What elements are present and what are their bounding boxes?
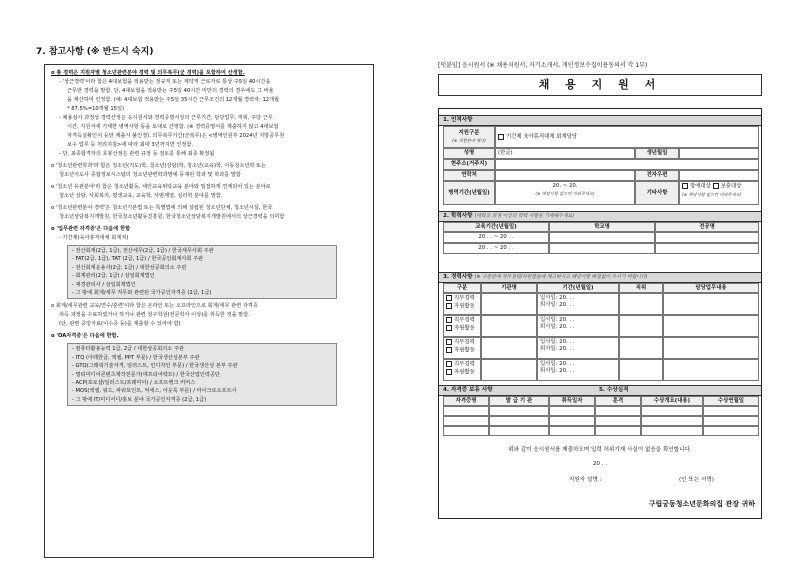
note-line: - 채용심사 과정상 경력산정은 응시원서와 경력증명서상의 근무기간, 담당업무, 직위, 주당 근무 — [59, 115, 273, 121]
edu-row-major[interactable] — [655, 232, 759, 243]
career-header-org: 기관명 — [481, 283, 537, 293]
career-type-label: 직무경력 — [454, 317, 475, 324]
email-field[interactable] — [679, 170, 759, 181]
etc-field[interactable]: 장애대상 보훈대상 (※ 해당사항 없으면 비워주세요) — [679, 181, 759, 205]
checkbox-icon[interactable] — [682, 183, 688, 189]
cert-line: - 컴퓨터활용능력 1급, 2급 / 대한상공회의소 주관 — [72, 346, 184, 353]
applicant-name: 지원자 성명 : — [569, 477, 602, 483]
signature-placeholder: (인 또는 서명) — [679, 477, 714, 483]
application-form — [438, 108, 762, 519]
career-cell-org[interactable] — [481, 315, 537, 337]
cert-date-cell[interactable] — [549, 426, 595, 436]
career-cell-type[interactable] — [443, 359, 481, 381]
military-label: 병역기간(년월일) — [443, 181, 495, 205]
award-summary-cell[interactable] — [641, 406, 703, 416]
section-education: 2. 학력사항 (대학교 과정 이상의 학력 사항을 기재해주세요) — [439, 211, 761, 222]
career-date: 퇴사일: 20. . . — [540, 368, 575, 374]
career-header-duties: 담당업무내용 — [663, 283, 759, 293]
notes-list-1 — [51, 69, 367, 243]
birth-label: 생년월일 — [635, 148, 679, 159]
cert-line: - 그 밖에 회계/세무 직무와 관련된 국가공인자격증 (2급, 1급) — [72, 290, 212, 297]
career-cell-pos[interactable] — [619, 315, 663, 337]
career-cell-type[interactable] — [443, 293, 481, 315]
award-header-date: 수상연월일 — [703, 396, 759, 406]
cert-line: - 회계관리(2급, 1급) / 삼일회계법인 — [72, 273, 155, 280]
edu-header-major: 전공명 — [655, 222, 759, 232]
award-date-cell[interactable] — [703, 416, 759, 426]
note-line: * 87.5%=10개월 15일) — [67, 106, 124, 112]
cert-name-cell[interactable] — [443, 406, 489, 416]
note-line: 시간, 지원서에 기재한 병역사항 등을 토대로 산정함. (※ 경력증명서를 제출하지 않고 4대보험 — [67, 124, 279, 130]
edu-row-major[interactable] — [655, 243, 759, 254]
career-cell-type[interactable] — [443, 337, 481, 359]
checkbox-icon[interactable] — [446, 339, 452, 345]
section-cert-award: 4. 자격증 보유 사항 5. 수상실적 — [439, 385, 761, 396]
career-type-label: 자원활동 — [454, 303, 475, 309]
address-label: 현주소(거주지) — [443, 159, 495, 170]
phone-label: 연락처 — [443, 170, 495, 181]
attachment-note: [덧붙임] 응시원서 (※ 채용지원서, 자기소개서, 개인정보수집이용동의서 각 1부) — [438, 62, 648, 69]
cert-line: - 멀티미디어콘텐츠제작전문가(에프티어텍트) / 한국산업인력공단 — [72, 371, 220, 378]
edu-header-school: 학교명 — [549, 222, 655, 232]
career-date: 입사일: 20. . . — [540, 339, 575, 345]
note-line: o 회계/세무관련 교육/연수/훈련'이라 함은 온라인 또는 오프라인으로 회계/세무 관련 자격증 — [51, 303, 258, 310]
section-career: 3. 경력사항 (※ 구분란에 직무경력/자원활동에 체크하시고 해당사항 빠짐없이 주시기 바랍니다) — [439, 272, 761, 283]
cert-line: - 그 밖에 IT/미디어디/홍보 분야 국가공인자격증 (2급, 1급) — [72, 396, 207, 403]
career-date: 입사일: 20. . . — [540, 317, 575, 323]
career-header-position: 직위 — [619, 283, 663, 293]
cert-header-name: 자격증명 — [443, 396, 489, 406]
award-header-grade: 훈격 — [595, 396, 641, 406]
checkbox-icon[interactable] — [446, 361, 452, 367]
career-cell-type[interactable] — [443, 315, 481, 337]
section-personal: 1. 인적사항 — [439, 115, 761, 126]
phone-field[interactable] — [495, 170, 635, 181]
career-cell-org[interactable] — [481, 293, 537, 315]
note-line: o 'OA자격증'은 다음에 한함. — [51, 333, 119, 340]
checkbox-icon[interactable] — [498, 134, 504, 140]
edu-row-period[interactable]: 20 . . ~ 20 . . — [443, 232, 549, 243]
award-date-cell[interactable] — [703, 406, 759, 416]
career-type-label: 직무경력 — [454, 361, 475, 368]
cert-line: - GTQ(그래픽기술자격, 일러스트, 인디자인 부문) / 한국생산성 본부 주관 — [72, 363, 238, 370]
cert-header-date: 취득일자 — [549, 396, 595, 406]
cert-issuer-cell[interactable] — [489, 426, 549, 436]
award-grade-cell[interactable] — [595, 406, 641, 416]
award-date-cell[interactable] — [703, 426, 759, 436]
note-line: 청소년 상담, 사회복지, 평생교육, 교육학, 사범계열, 심리학 분야를 말함. — [59, 193, 223, 199]
career-cell-period[interactable] — [537, 293, 619, 315]
birth-field[interactable] — [679, 148, 759, 159]
checkbox-icon[interactable] — [446, 317, 452, 323]
cert-line: - 재경관리사 / 삼일회계법인 — [72, 281, 136, 288]
career-date: 퇴사일: 20. . . — [540, 346, 575, 352]
career-cell-pos[interactable] — [619, 337, 663, 359]
award-summary-cell[interactable] — [641, 426, 703, 436]
award-grade-cell[interactable] — [595, 416, 641, 426]
note-line: o '청소년관련분야 경력'은 청소년기본법 또는 특별법에 의해 설립된 청소년단체, 청소년시설, 한국 — [51, 205, 273, 211]
note-line: o '업무관련 자격증'은 다음에 한함 — [51, 226, 131, 232]
career-cell-org[interactable] — [481, 359, 537, 381]
note-line: o '청소년 유관분야'라 함은 청소년활동, 대안교육위탁교육 분야와 밀접하게 연계되어 있는 분야로 — [51, 184, 271, 190]
oa-cert-box — [67, 343, 337, 406]
edu-header-period: 교육기간(년월일) — [443, 222, 549, 232]
email-label: 전자우편 — [635, 170, 679, 181]
form-title: 채 용 지 원 서 — [438, 74, 762, 96]
award-header-summary: 수상개요(내용) — [641, 396, 703, 406]
cert-line: - ITQ (아래한글, 엑셀, PPT 부문) / 한국생산성본부 주관 — [72, 354, 200, 361]
career-date: 퇴사일: 20. . . — [540, 324, 575, 330]
cert-issuer-cell[interactable] — [489, 406, 549, 416]
career-type-label: 직무경력 — [454, 295, 475, 302]
note-line: (단, 관련 증빙자료(이수증 등)를 제출할 수 있어야 함) — [59, 321, 181, 328]
career-cell-duty[interactable] — [663, 293, 759, 315]
edu-row-school[interactable] — [549, 232, 655, 243]
address-field[interactable] — [495, 159, 759, 170]
checkbox-icon[interactable] — [446, 303, 452, 309]
edu-row-school[interactable] — [549, 243, 655, 254]
cert-line: - FAT(2급, 1급), TAT (2급, 1급) / 한국공인회계사회 주관 — [72, 256, 204, 263]
note-line: 취득 과정을 수료하였거나 하거나 관련 청구학원(전문학사 이상)를 취득한 것을 말함. — [59, 312, 250, 319]
field-value[interactable]: 기간제 육아휴직대체 회계담당 — [495, 126, 759, 148]
career-cell-pos[interactable] — [619, 293, 663, 315]
career-cell-period[interactable] — [537, 359, 619, 381]
cert-name-cell[interactable] — [443, 416, 489, 426]
name-label: 성명 — [443, 148, 495, 159]
field-label: 지원구분 (※ 지원분야 체크) — [443, 126, 495, 148]
cert-header-issuer: 발 급 기 관 — [489, 396, 549, 406]
cert-date-cell[interactable] — [549, 416, 595, 426]
award-grade-cell[interactable] — [595, 426, 641, 436]
accounting-cert-box — [67, 245, 337, 299]
career-type-label: 자원활동 — [454, 347, 475, 353]
checkbox-icon[interactable] — [713, 183, 719, 189]
note-line: - '상근경력'이라 함은 4대보험을 적용받는 정규직 또는 계약직 근로자로 통상 주5일 40시간을 — [59, 79, 271, 85]
note-line: 청소년상담복지개발원, 한국청소년활동진흥원, 한국청소년상담복지개발원에서의 상근경력을 의미함 — [59, 214, 285, 220]
name-field[interactable]: (한글) — [495, 148, 635, 159]
career-cell-pos[interactable] — [619, 359, 663, 381]
career-cell-duty[interactable] — [663, 315, 759, 337]
etc-label: 기타사항 — [635, 181, 679, 205]
military-field[interactable]: 20. ~ 20. (※ 해당사항 없으면 비워주세요) — [495, 181, 635, 205]
cert-name-cell[interactable] — [443, 426, 489, 436]
note-line: 자격득실확인서 등만 제출시 불인정). 의무복무기간(군복무)은 <병역인원부 2024년 지방공무원 — [67, 133, 285, 139]
career-type-label: 자원활동 — [454, 369, 475, 375]
cert-line: - MOS(엑셀, 워드, 파워포인트, 억세스, 아웃룩 부문) / 마이크로소프트사 — [72, 388, 237, 395]
career-date: 퇴사일: 20. . . — [540, 302, 575, 308]
note-line: o 총 경력은 지원자별 청소년관련분야 경력 및 의무복무(군 경력)을 포함하여 산정함. — [51, 70, 245, 76]
cert-line: - 전산회계운용사(2급, 1급) / 대한상공회의소 주관 — [72, 264, 187, 271]
career-type-label: 자원활동 — [454, 325, 475, 331]
notes-list-2 — [51, 302, 367, 341]
cert-issuer-cell[interactable] — [489, 416, 549, 426]
note-line: - 단, 최종합격자의 호봉산정은 관련 규정 등 검토를 통해 최종 확정됨 — [59, 151, 215, 157]
cert-line: - 전산회계(2급, 1급), 전산세무(2급, 1급) / 한국세무사회 주관 — [72, 248, 214, 254]
career-cell-period[interactable] — [537, 315, 619, 337]
note-line: 을 계산하여 인정함. (예: 4대보험 적용받는 주5일 35시간 근무조건의 12개월 경력자: 12개월 — [67, 97, 280, 103]
career-date: 입사일: 20. . . — [540, 361, 575, 367]
pledge-text: 위와 같이 응시원서를 제출하오며 입력 허위기재 사실이 없음을 확인합니다. — [508, 447, 692, 453]
section-heading: 7. 참고사항 (※ 반드시 숙지) — [36, 47, 154, 57]
career-date: 입사일: 20. . . — [540, 295, 575, 301]
notes-box — [44, 64, 374, 558]
addressee: 구립궁동청소년문화의집 관장 귀하 — [648, 500, 755, 508]
checkbox-icon[interactable] — [446, 295, 452, 301]
career-cell-duty[interactable] — [663, 359, 759, 381]
note-line: 근무한 경력을 말함. 단, 4대보험을 적용받는 주5일 40시간 미만의 경력의 경우에도 그 비율 — [67, 88, 274, 94]
career-type-label: 직무경력 — [454, 339, 475, 346]
cert-date-cell[interactable] — [549, 406, 595, 416]
career-cell-duty[interactable] — [663, 337, 759, 359]
career-cell-org[interactable] — [481, 337, 537, 359]
career-cell-period[interactable] — [537, 337, 619, 359]
form-date: 20 . . — [592, 461, 608, 467]
career-header-type: 구분 — [443, 283, 481, 293]
checkbox-icon[interactable] — [446, 347, 452, 353]
note-line: - 기간제(육아휴직대체 회계직) — [59, 235, 129, 241]
note-line: 청소년지도사 종합정보시스템의 청소년관련학과명에 등재된 학과 및 학과를 말함 — [59, 172, 241, 178]
checkbox-icon[interactable] — [446, 325, 452, 331]
checkbox-icon[interactable] — [446, 369, 452, 375]
note-line: o '청소년관련학과'라 함은 청소년(지도)학, 청소년(상담)학, 청소년(교육)학, 아동청소년학 또는 — [51, 163, 267, 169]
edu-row-period[interactable]: 20 . . ~ 20 . . — [443, 243, 549, 254]
career-header-period: 기간(년월일) — [537, 283, 619, 293]
cert-line: - ACP(포토샵/일러스트/프레미어) / 소프트뱅크 커머스 — [72, 380, 196, 387]
award-summary-cell[interactable] — [641, 416, 703, 426]
note-line: 보수 업무 등 처리지침>에 따라 최대 3년까지만 인정함. — [67, 142, 194, 148]
